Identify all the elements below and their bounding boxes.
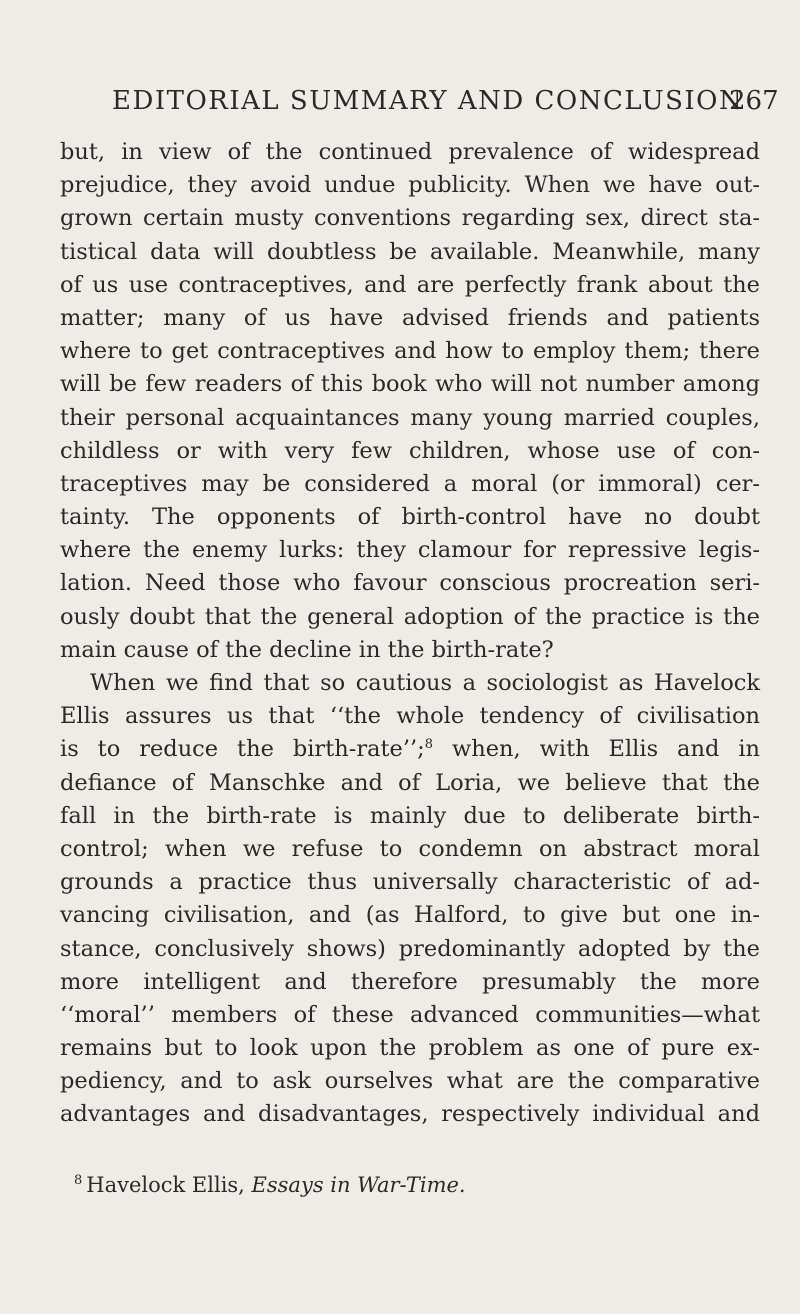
page-number: 267 [729,86,779,116]
text-line-with-footnote-ref [60,733,760,766]
text-line: more intelligent and therefore presumably the more [60,968,760,995]
text-line: Ellis assures us that ‘‘the whole tendency of civilisation [60,703,760,730]
footnote-marker: 8 [74,1173,83,1188]
text-line: fall in the birth-rate is mainly due to deliberate birth- [60,802,760,829]
text-line: pediency, and to ask ourselves what are the comparative [60,1068,760,1095]
text-line: of us use contraceptives, and are perfectly frank about the [60,271,760,298]
text-line: ously doubt that the general adoption of the practice is the [60,603,760,630]
text-line: grown certain musty conventions regarding sex, direct sta- [60,205,760,232]
text-line: remains but to look upon the problem as one of pure ex- [60,1035,760,1062]
text-line: where to get contraceptives and how to employ them; there [60,338,760,365]
text-line: tistical data will doubtless be available. Meanwhile, many [60,238,760,265]
text-line: where the enemy lurks: they clamour for repressive legis- [60,537,760,564]
text-line: defiance of Manschke and of Loria, we believe that the [60,769,760,796]
text-line: traceptives may be considered a moral (or immoral) cer- [60,470,760,497]
text-line: childless or with very few children, whose use of con- [60,437,760,464]
text-line: control; when we refuse to condemn on abstract moral [60,835,760,862]
text-line: tainty. The opponents of birth-control have no doubt [60,504,760,531]
text-line: lation. Need those who favour conscious procreation seri- [60,570,760,597]
body-text [60,136,760,1132]
footnote-work-title: Essays in War-Time. [251,1173,466,1197]
text-line: ‘‘moral’’ members of these advanced communities—what [60,1001,760,1028]
text-line: vancing civilisation, and (as Halford, to give but one in- [60,902,760,929]
text-line: prejudice, they avoid undue publicity. When we have out- [60,172,760,199]
footnote-author: Havelock Ellis, [86,1173,252,1197]
footnote-reference: 8 [424,737,434,753]
running-header-title: EDITORIAL SUMMARY AND CONCLUSION [112,86,744,116]
text-line: matter; many of us have advised friends and patients [60,304,760,331]
footnote [74,1170,466,1200]
running-header [0,86,800,126]
text-line: advantages and disadvantages, respectively individual and [60,1101,760,1128]
text-line: main cause of the decline in the birth-rate? [60,636,554,663]
text-segment: when, with Ellis and in [433,736,761,763]
text-line: grounds a practice thus universally characteristic of ad- [60,869,760,896]
text-line: When we find that so cautious a sociologist as Havelock [90,670,760,696]
text-line: stance, conclusively shows) predominantly adopted by the [60,935,760,962]
text-line: will be few readers of this book who will not number among [60,371,760,398]
text-line: but, in view of the continued prevalence of widespread [60,139,760,165]
text-line: their personal acquaintances many young married couples, [60,404,760,431]
text-segment: is to reduce the birth-rate’’; [60,736,425,763]
